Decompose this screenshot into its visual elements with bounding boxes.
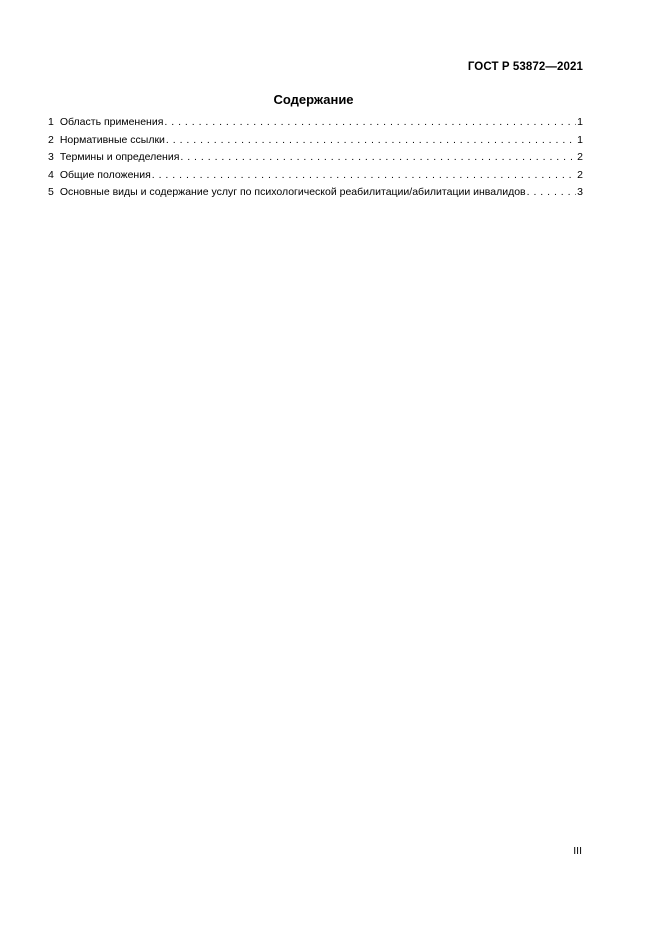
toc-entry-number: 5 [48, 186, 54, 198]
standard-number: ГОСТ Р 53872—2021 [467, 61, 583, 73]
toc-entry-number: 2 [48, 133, 54, 146]
toc-entry-number: 1 [48, 116, 54, 128]
toc-entry-number: 3 [48, 151, 54, 163]
toc-title: Содержание [273, 92, 354, 107]
toc-entry-label: Общие положения [59, 168, 151, 181]
toc-entry-page: 3 [577, 186, 583, 198]
toc-dot-leader [152, 167, 576, 185]
toc-entry-page: 2 [577, 168, 583, 181]
page-number: III [573, 845, 582, 857]
toc-entry-service-types[interactable] [48, 184, 583, 202]
toc-entry-page: 1 [577, 116, 583, 128]
toc-entry-page: 2 [577, 151, 583, 163]
toc-entry-label: Область применения [59, 116, 164, 128]
toc-dot-leader [164, 114, 576, 132]
toc-entry-general-provisions[interactable] [48, 167, 583, 185]
toc-entry-number: 4 [48, 168, 54, 181]
toc-entry-label: Основные виды и содержание услуг по психологической реабилитации/абилитации инвалидов [59, 186, 526, 198]
toc-entry-page: 1 [577, 133, 583, 146]
toc-entry-normative-references[interactable] [48, 132, 583, 150]
toc-entry-label: Нормативные ссылки [59, 133, 165, 146]
toc-dot-leader [180, 149, 576, 167]
table-of-contents [48, 114, 583, 202]
toc-entry-scope[interactable] [48, 114, 583, 132]
toc-entry-label: Термины и определения [59, 151, 180, 163]
toc-dot-leader [527, 184, 577, 202]
toc-entry-terms-definitions[interactable] [48, 149, 583, 167]
toc-dot-leader [166, 132, 576, 150]
